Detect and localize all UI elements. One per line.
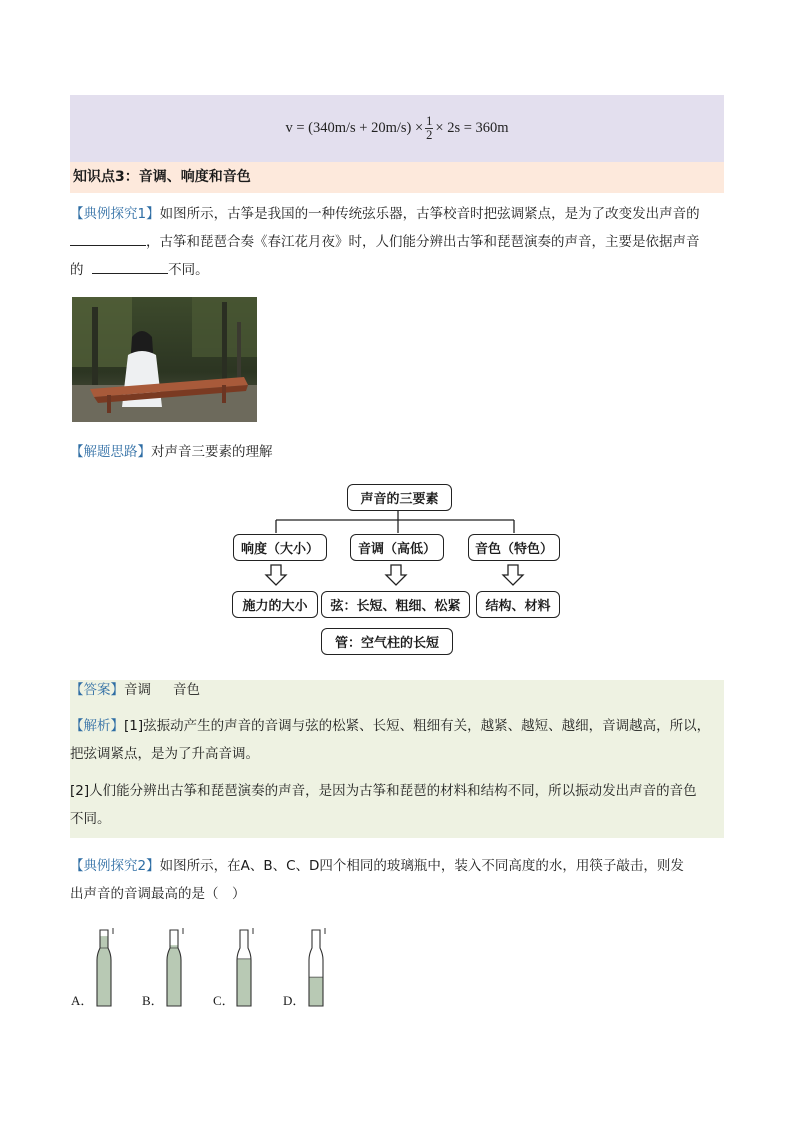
- option-d-label[interactable]: D．: [283, 993, 306, 1008]
- analysis-hint-tag: 【解题思路】: [70, 444, 151, 460]
- formula-rhs: × 2s = 360m: [435, 120, 509, 136]
- diagram-branch-pitch: 音调（高低）: [350, 534, 444, 561]
- example1-line1: 如图所示，古筝是我国的一种传统弦乐器，古筝校音时把弦调紧点，是为了改变发出声音的: [159, 206, 700, 222]
- bottle-d: [308, 928, 325, 1006]
- answer-item-2: 音色: [173, 682, 200, 698]
- bottle-a: [96, 928, 113, 1006]
- example1-line3-pre: 的: [70, 262, 84, 278]
- option-c-label[interactable]: C．: [213, 993, 235, 1008]
- bottle-d-water: [308, 977, 324, 1006]
- diagram-leaf-force: 施力的大小: [232, 591, 318, 618]
- example1-tag: 【典例探究1】: [70, 206, 160, 222]
- explanation-p1a: [1]弦振动产生的声音的音调与弦的松紧、长短、粗细有关，越紧、越短、越细，音调越高，所以，: [124, 718, 711, 734]
- knowledge-point-title: 知识点3：音调、响度和音色: [73, 169, 251, 185]
- explanation-tag: 【解析】: [70, 718, 124, 734]
- example1-line3-post: 不同。: [168, 262, 209, 278]
- answer-item-1: 音调: [124, 682, 151, 698]
- formula-lhs: v = (340m/s + 20m/s) ×: [285, 120, 424, 136]
- diagram-branch-loudness: 响度（大小）: [233, 534, 327, 561]
- bottle-c-water: [236, 959, 252, 1006]
- answer-tag: 【答案】: [70, 682, 124, 698]
- fraction-denominator: 2: [426, 128, 433, 142]
- option-b-label[interactable]: B．: [142, 993, 164, 1008]
- explanation-p2a: [2]人们能分辨出古筝和琵琶演奏的声音，是因为古筝和琵琶的材料和结构不同，所以振动发出声音的音色: [70, 783, 697, 799]
- example1-line2: ，古筝和琵琶合奏《春江花月夜》时，人们能分辨出古筝和琵琶演奏的声音，主要是依据声音: [146, 234, 700, 250]
- diagram-root: 声音的三要素: [347, 484, 452, 511]
- bottle-c: [236, 928, 253, 1006]
- diagram-leaf-structure: 结构、材料: [476, 591, 560, 618]
- diagram-leaf-pipe: 管：空气柱的长短: [321, 628, 453, 655]
- example2-tag: 【典例探究2】: [70, 858, 160, 874]
- diagram-leaf-string: 弦：长短、粗细、松紧: [321, 591, 470, 618]
- bottle-b: [166, 928, 183, 1006]
- analysis-hint-text: 对声音三要素的理解: [151, 444, 273, 460]
- explanation-p2b: 不同。: [70, 811, 111, 827]
- fraction-numerator: 1: [426, 114, 433, 128]
- example2-line1: 如图所示，在A、B、C、D四个相同的玻璃瓶中，装入不同高度的水，用筷子敲击，则发: [159, 858, 684, 874]
- option-a-label[interactable]: A．: [71, 993, 94, 1008]
- example2-line2: 出声音的音调最高的是（ ）: [70, 886, 246, 902]
- bottle-b-water: [166, 945, 182, 1006]
- bottle-a-water: [96, 936, 112, 1006]
- diagram-branch-timbre: 音色（特色）: [468, 534, 560, 561]
- explanation-p1b: 把弦调紧点，是为了升高音调。: [70, 746, 259, 762]
